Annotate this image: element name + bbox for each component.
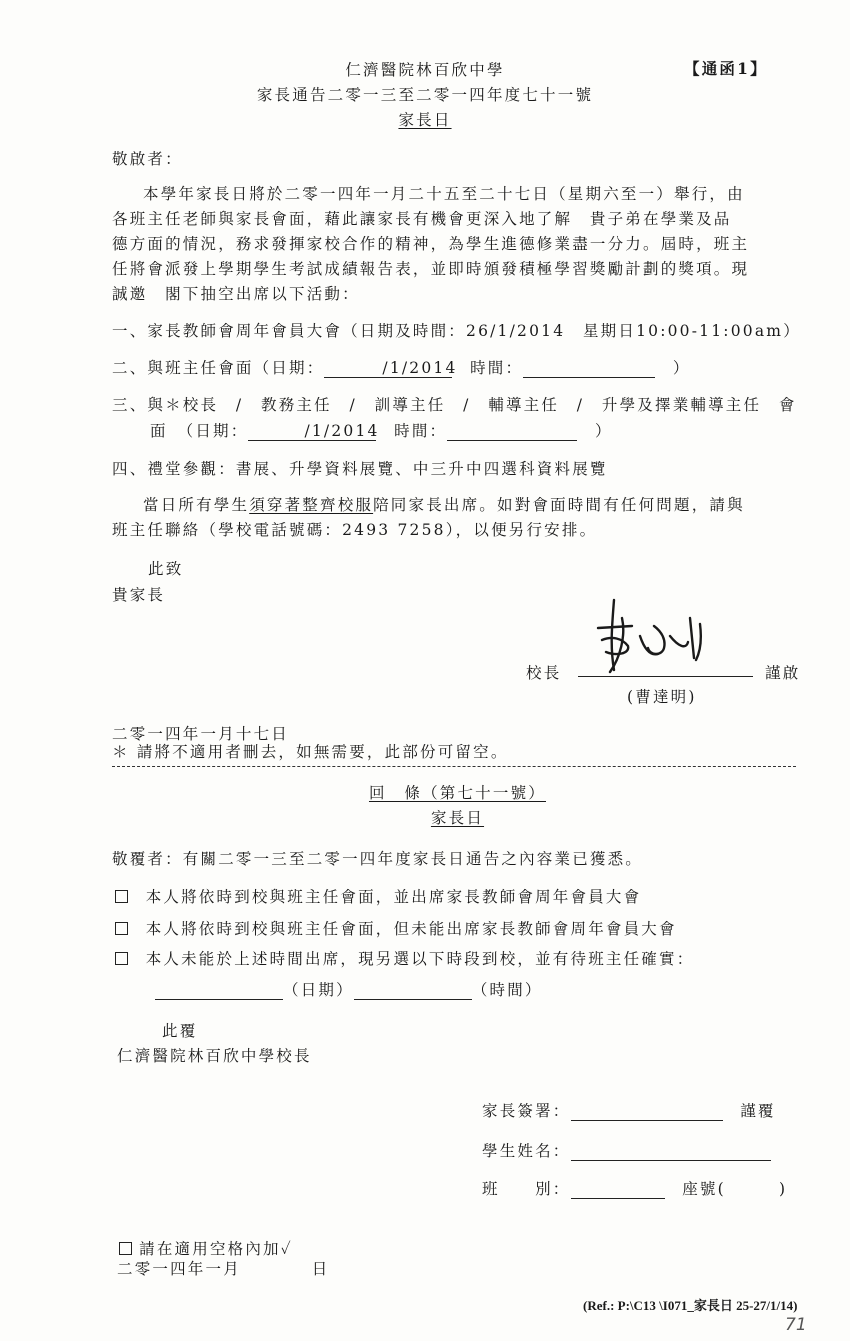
reply-date-line: 二零一四年一月 日 — [117, 1260, 330, 1278]
notice-date: 二零一四年一月十七日 — [112, 725, 290, 743]
item2-time-label: 時間： — [470, 359, 524, 377]
circular-topic: 家長日 — [398, 111, 452, 129]
school-name: 仁濟醫院林百欣中學 — [345, 61, 505, 79]
para1-line3: 德方面的情況，務求發揮家校合作的精神，為學生進德修業盡一分力。屆時，班主 — [112, 235, 750, 253]
item3-date-field[interactable] — [248, 422, 380, 441]
option-2-checkbox[interactable] — [115, 922, 128, 935]
reply-respect: 謹覆 — [740, 1102, 776, 1120]
item2-prefix: 二、與班主任會面（日期： — [112, 359, 325, 377]
item3-suffix: ） — [594, 422, 613, 440]
student-name-field[interactable] — [571, 1146, 771, 1161]
cut-line — [112, 766, 796, 767]
item2-time-field[interactable] — [523, 363, 655, 378]
reply-closing-1: 此覆 — [162, 1022, 198, 1040]
activity-item-2 — [112, 356, 691, 378]
closing-2: 貴家長 — [112, 586, 166, 604]
para1-line5: 誠邀 閣下抽空出席以下活動： — [112, 285, 360, 303]
para2-uniform: 須穿著整齊校服 — [249, 496, 374, 514]
item3-date-value: /1/2014 — [304, 422, 380, 440]
reply-option-3[interactable] — [115, 947, 694, 969]
option-3-checkbox[interactable] — [115, 952, 128, 965]
item2-date-value: /1/2014 — [382, 359, 458, 377]
alternative-date-label: （日期） — [283, 981, 354, 999]
closing-1: 此致 — [148, 560, 184, 578]
activity-item-1: 一、家長教師會周年會員大會（日期及時間：26/1/2014 星期日10:00-11:00am） — [112, 322, 801, 340]
class-label: 班 別： — [482, 1180, 571, 1198]
parent-sign-field[interactable] — [571, 1106, 723, 1121]
para2-b: 陪同家長出席。如對會面時間有任何問題，請與 — [373, 496, 745, 514]
footnote: ＊ 請將不適用者刪去，如無需要，此部份可留空。 — [112, 743, 509, 761]
activity-item-3-line2 — [150, 419, 613, 441]
tick-instruction-row — [119, 1237, 293, 1259]
para1-line1: 本學年家長日將於二零一四年一月二十五至二十七日（星期六至一）舉行，由 — [143, 185, 745, 203]
tick-example-box — [119, 1242, 132, 1255]
para1-line4: 任將會派發上學期學生考試成績報告表，並即時頒發積極學習獎勵計劃的獎項。現 — [112, 260, 750, 278]
principal-signature — [592, 596, 712, 678]
option-2-label: 本人將依時到校與班主任會面，但未能出席家長教師會周年會員大會 — [145, 920, 677, 938]
principal-name: (曹達明) — [627, 688, 697, 706]
principal-label: 校長 — [526, 664, 562, 682]
option-1-checkbox[interactable] — [115, 890, 128, 903]
alternative-slot — [155, 978, 543, 1000]
para2-line1 — [143, 493, 745, 515]
alternative-time-field[interactable] — [354, 985, 472, 1000]
para2-a: 當日所有學生 — [143, 496, 250, 514]
item2-suffix: ） — [672, 359, 691, 377]
class-row — [482, 1177, 787, 1199]
circular-subtitle: 家長通告二零一三至二零一四年度七十一號 — [256, 86, 594, 104]
tick-instruction: 請在適用空格內加✓ — [139, 1240, 293, 1258]
alternative-date-field[interactable] — [155, 985, 283, 1000]
handwritten-page-mark: 71 — [785, 1315, 807, 1335]
principal-signature-line — [578, 676, 753, 677]
item2-date-field[interactable] — [324, 359, 458, 378]
option-3-label: 本人未能於上述時間出席，現另選以下時段到校，並有待班主任確實： — [145, 950, 695, 968]
parent-sign-label: 家長簽署： — [482, 1102, 571, 1120]
reference-code: (Ref.: P:\C13 \I071_家長日 25-27/1/14) — [583, 1298, 798, 1313]
student-name-row — [482, 1139, 771, 1161]
activity-item-3-line1: 三、與＊校長 / 教務主任 / 訓導主任 / 輔導主任 / 升學及擇業輔導主任 會 — [112, 396, 797, 414]
alternative-time-label: （時間） — [471, 981, 543, 999]
reply-title: 回 條（第七十一號） — [368, 784, 546, 802]
circular-tag: 【通函1】 — [684, 59, 768, 78]
class-field[interactable] — [571, 1184, 665, 1199]
reply-topic: 家長日 — [430, 809, 485, 827]
item3-time-field[interactable] — [447, 426, 577, 441]
para1-line2: 各班主任老師與家長會面，藉此讓家長有機會更深入地了解 貴子弟在學業及品 — [112, 210, 732, 228]
reply-intro: 敬覆者：有關二零一三至二零一四年度家長日通告之內容業已獲悉。 — [112, 850, 644, 868]
student-name-label: 學生姓名： — [482, 1142, 571, 1160]
item3-prefix: 面 （日期： — [150, 422, 249, 440]
parent-signature-row — [482, 1099, 776, 1121]
option-1-label: 本人將依時到校與班主任會面，並出席家長教師會周年會員大會 — [145, 888, 642, 906]
reply-closing-2: 仁濟醫院林百欣中學校長 — [117, 1047, 312, 1065]
seat-label[interactable]: 座號( ) — [682, 1180, 788, 1198]
notice-respect: 謹啟 — [765, 664, 801, 682]
reply-option-2[interactable] — [115, 917, 677, 939]
item3-time-label: 時間： — [394, 422, 448, 440]
para2-line2: 班主任聯絡（學校電話號碼：2493 7258），以便另行安排。 — [112, 521, 598, 539]
activity-item-4: 四、禮堂參觀：書展、升學資料展覽、中三升中四選科資料展覽 — [112, 460, 608, 478]
salutation: 敬啟者： — [112, 150, 183, 168]
reply-option-1[interactable] — [115, 885, 641, 907]
